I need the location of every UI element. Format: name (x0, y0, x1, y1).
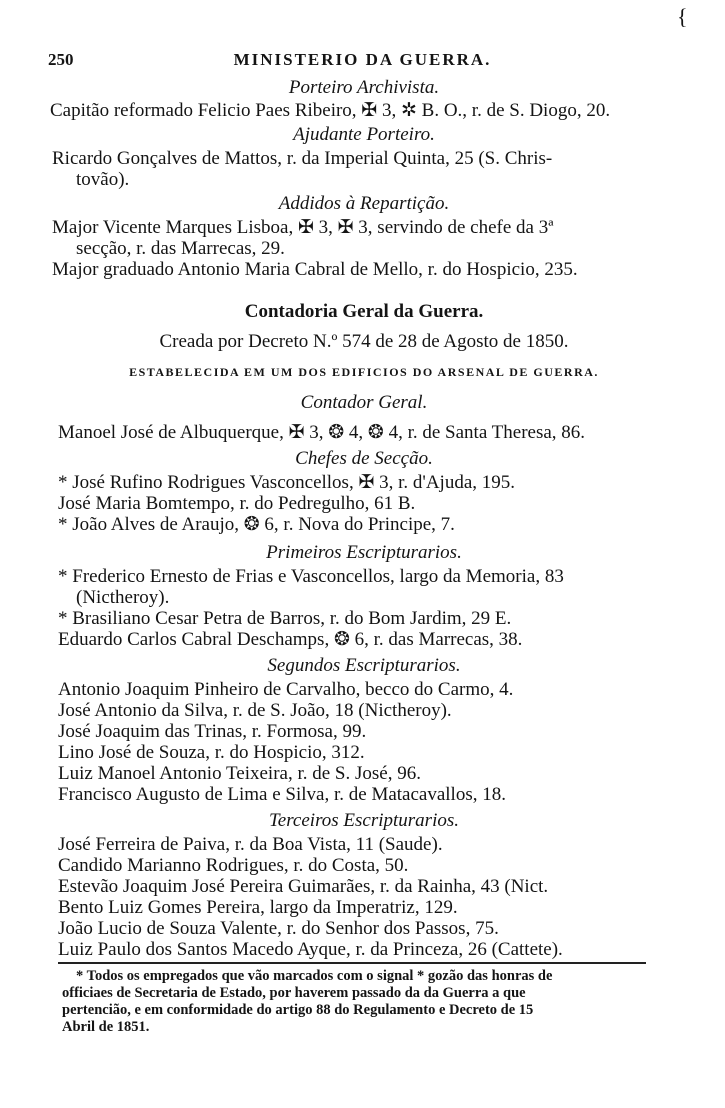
footnote-rule (58, 962, 646, 964)
primeiros-heading: Primeiros Escripturarios. (266, 542, 462, 563)
primeiro-entry-1-line-2: (Nictheroy). (76, 587, 170, 608)
terceiro-entry: Bento Luiz Gomes Pereira, largo da Imperatriz, 129. (58, 897, 458, 918)
primeiro-entry-1-line-1: * Frederico Ernesto de Frias e Vasconcellos, largo da Memoria, 83 (58, 566, 564, 587)
porteiro-entry: Capitão reformado Felicio Paes Ribeiro, ✠ 3, ✲ B. O., r. de S. Diogo, 20. (50, 100, 611, 121)
contador-heading: Contador Geral. (300, 392, 428, 413)
terceiro-entry: João Lucio de Souza Valente, r. do Senhor dos Passos, 75. (58, 918, 499, 939)
segundo-entry: José Joaquim das Trinas, r. Formosa, 99. (58, 721, 367, 742)
segundo-entry: José Antonio da Silva, r. de S. João, 18 (Nictheroy). (58, 700, 452, 721)
segundo-entry: Antonio Joaquim Pinheiro de Carvalho, becco do Carmo, 4. (58, 679, 514, 700)
contadoria-title: Contadoria Geral da Guerra. (244, 301, 484, 322)
terceiro-entry: José Ferreira de Paiva, r. da Boa Vista, 11 (Saude). (58, 834, 443, 855)
segundo-entry: Francisco Augusto de Lima e Silva, r. de Matacavallos, 18. (58, 784, 506, 805)
contadoria-location: ESTABELECIDA EM UM DOS EDIFICIOS DO ARSENAL DE GUERRA. (129, 365, 599, 379)
footnote-line-2: officiaes de Secretaria de Estado, por haverem passado da da Guerra a que (62, 985, 526, 1001)
ajudante-heading: Ajudante Porteiro. (293, 124, 435, 145)
footnote-line-1: * Todos os empregados que vão marcados com o signal * gozão das honras de (76, 968, 553, 984)
addidos-entry-2: Major graduado Antonio Maria Cabral de Mello, r. do Hospicio, 235. (52, 259, 578, 280)
primeiro-entry-3: Eduardo Carlos Cabral Deschamps, ❂ 6, r. das Marrecas, 38. (58, 629, 523, 650)
segundo-entry: Luiz Manoel Antonio Teixeira, r. de S. José, 96. (58, 763, 421, 784)
contador-entry: Manoel José de Albuquerque, ✠ 3, ❂ 4, ❂ 4, r. de Santa Theresa, 86. (58, 422, 586, 443)
chefe-entry: * José Rufino Rodrigues Vasconcellos, ✠ 3, r. d'Ajuda, 195. (58, 472, 516, 493)
segundos-heading: Segundos Escripturarios. (267, 655, 461, 676)
running-title: MINISTERIO DA GUERRA. (233, 50, 492, 69)
ajudante-entry-line-2: tovão). (76, 169, 130, 190)
porteiro-heading: Porteiro Archivista. (288, 77, 440, 98)
terceiro-entry: Estevão Joaquim José Pereira Guimarães, r. da Rainha, 43 (Nict. (58, 876, 549, 897)
ajudante-entry-line-1: Ricardo Gonçalves de Mattos, r. da Imperial Quinta, 25 (S. Chris- (52, 148, 553, 169)
segundo-entry: Lino José de Souza, r. do Hospicio, 312. (58, 742, 365, 763)
addidos-entry-1-line-2: secção, r. das Marrecas, 29. (76, 238, 285, 259)
primeiro-entry-2: * Brasiliano Cesar Petra de Barros, r. do Bom Jardim, 29 E. (58, 608, 512, 629)
contadoria-creation: Creada por Decreto N.º 574 de 28 de Agosto de 1850. (159, 331, 569, 352)
chefe-entry: * João Alves de Araujo, ❂ 6, r. Nova do Principe, 7. (58, 514, 455, 535)
footnote-line-4: Abril de 1851. (62, 1019, 150, 1035)
terceiros-heading: Terceiros Escripturarios. (268, 810, 460, 831)
addidos-heading: Addidos à Repartição. (278, 193, 450, 214)
chefe-entry: José Maria Bomtempo, r. do Pedregulho, 61 B. (58, 493, 416, 514)
chefes-heading: Chefes de Secção. (295, 448, 433, 469)
corner-mark: { (677, 4, 688, 29)
page-number: 250 (48, 50, 74, 69)
addidos-entry-1-line-1: Major Vicente Marques Lisboa, ✠ 3, ✠ 3, servindo de chefe da 3ª (52, 217, 554, 238)
terceiro-entry: Candido Marianno Rodrigues, r. do Costa, 50. (58, 855, 409, 876)
footnote-line-3: pertencião, e em conformidade do artigo 88 do Regulamento e Decreto de 15 (62, 1002, 534, 1018)
terceiro-entry: Luiz Paulo dos Santos Macedo Ayque, r. da Princeza, 26 (Cattete). (58, 939, 563, 960)
